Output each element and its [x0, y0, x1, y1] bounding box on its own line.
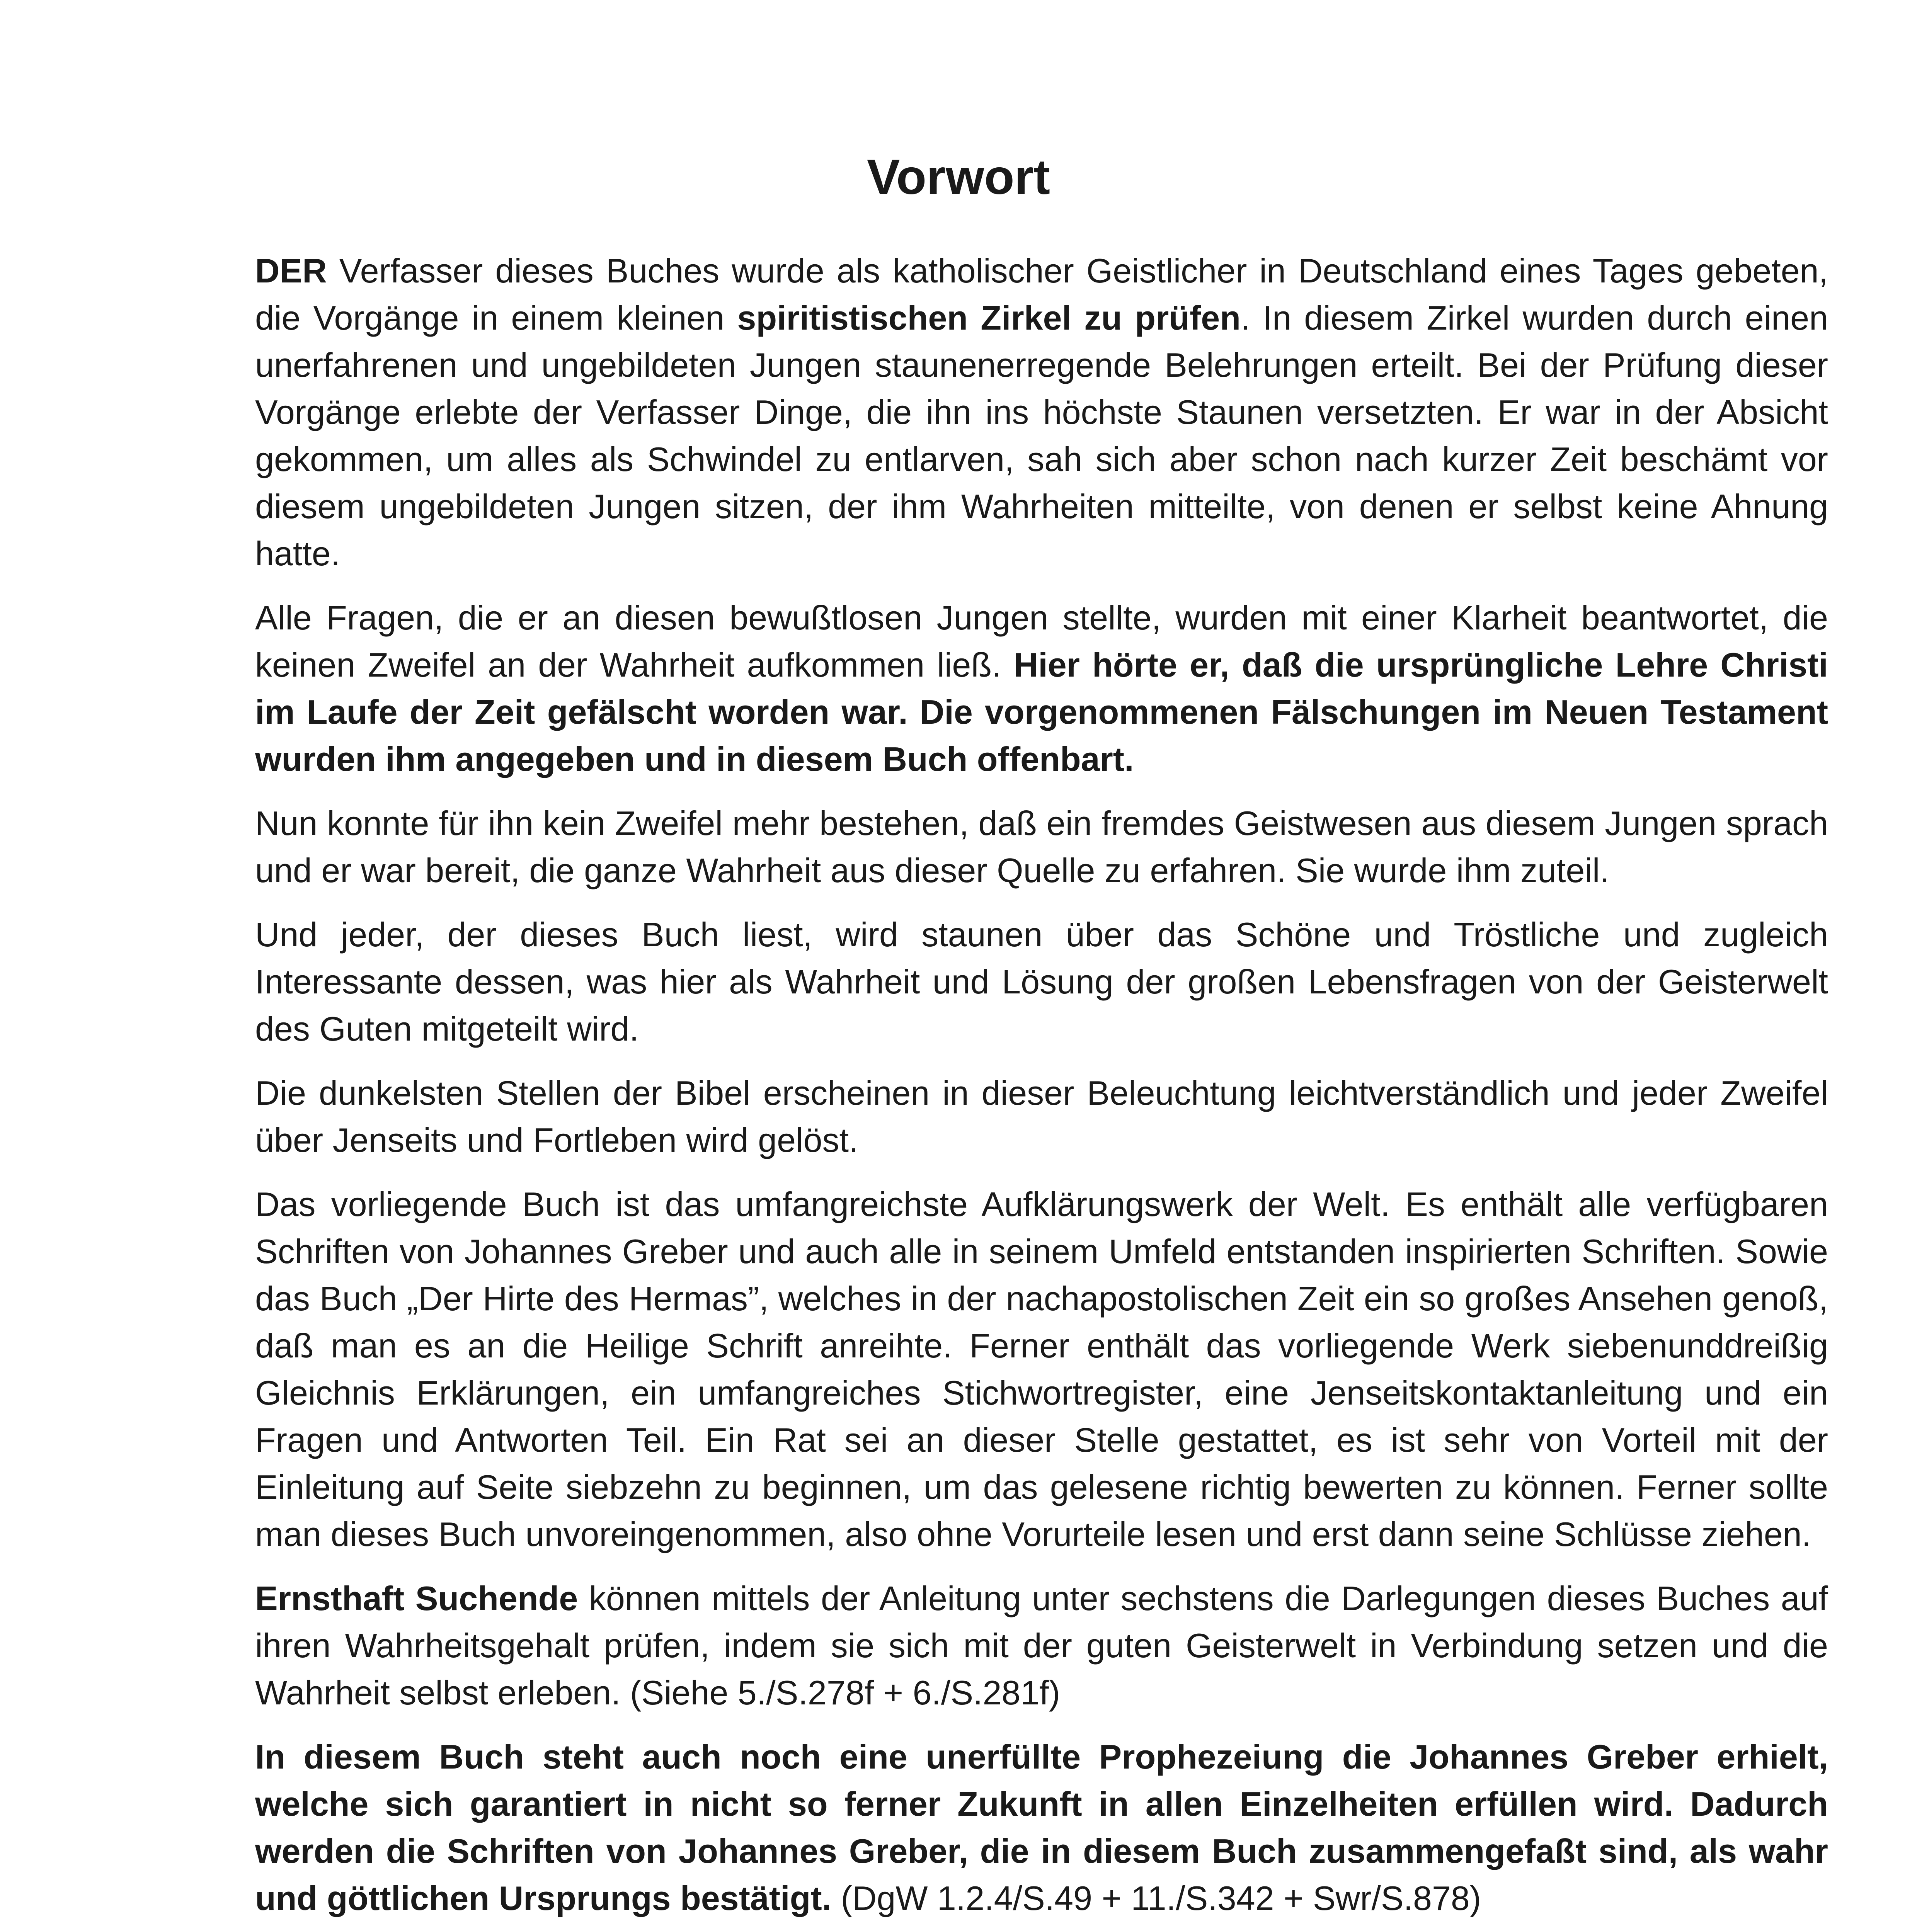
paragraph-2 — [255, 594, 1828, 783]
page-title: Vorwort — [867, 150, 1050, 205]
paragraph-3: Nun konnte für ihn kein Zweifel mehr bestehen, daß ein fremdes Geistwesen aus diesem Jungen sprach und er war bereit, die ganze Wahrheit aus dieser Quelle zu erfahren. Sie wurde ihm zuteil. — [255, 804, 1828, 889]
paragraph-1-text: Verfasser dieses Buches wurde als katholischer Geistlicher in Deutschland eines Tages gebeten, die Vorgänge in einem kleinen — [255, 252, 1828, 337]
paragraph-7-bold: Ernsthaft Suchende — [255, 1579, 578, 1617]
paragraph-5: Die dunkelsten Stellen der Bibel erscheinen in dieser Beleuchtung leichtverständlich und jeder Zweifel über Jenseits und Fortleben wird gelöst. — [255, 1074, 1828, 1159]
paragraph-2-bold: Hier hörte er, daß die ursprüngliche Lehre Christi im Laufe der Zeit gefälscht worden war. Die vorgenommenen Fälschungen im Neuen Testament wurden ihm angegeben und in diesem Buch offenbart. — [255, 646, 1828, 778]
paragraph-8-bold: In diesem Buch steht auch noch eine unerfüllte Prophezeiung die Johannes Greber erhielt, welche sich garantiert in nicht so ferner Zukunft in allen Einzelheiten erfüllen wird. Dadurch werden die Schriften von Johannes Greber, die in diesem Buch zusammengefaßt sind, als wahr und göttlichen Ursprungs bestätigt. — [255, 1738, 1828, 1917]
body-text — [255, 247, 1828, 1932]
paragraph-1-text-end: . In diesem Zirkel wurden durch einen unerfahrenen und ungebildeten Jungen staunenerregende Belehrungen erteilt. Bei der Prüfung dieser Vorgänge erlebte der Verfasser Dinge, die ihn ins höchste Staunen versetzten. Er war in der Absicht gekommen, um alles als Schwindel zu entlarven, sah sich aber schon nach kurzer Zeit beschämt vor diesem ungebildeten Jungen sitzen, der ihm Wahrheiten mitteilte, von denen er selbst keine Ahnung hatte. — [255, 299, 1828, 573]
paragraph-8-reference: (DgW 1.2.4/S.49 + 11./S.342 + Swr/S.878) — [831, 1879, 1481, 1917]
paragraph-7-text: können mittels der Anleitung unter sechstens die Darlegungen dieses Buches auf ihren Wahrheitsgehalt prüfen, indem sie sich mit der guten Geisterwelt in Verbindung setzen und die Wahrheit selbst erleben. (Siehe 5./S.278f + 6./S.281f) — [255, 1579, 1828, 1712]
paragraph-1-bold-start: DER — [255, 252, 327, 290]
paragraph-6: Das vorliegende Buch ist das umfangreichste Aufklärungswerk der Welt. Es enthält alle verfügbaren Schriften von Johannes Greber und auch alle in seinem Umfeld entstanden inspirierten Schriften. Sowie das Buch „Der Hirte des Hermas”, welches in der nachapostolischen Zeit ein so großes Ansehen genoß, daß man es an die Heilige Schrift anreihte. Ferner enthält das vorliegende Werk siebenunddreißig Gleichnis Erklärungen, ein umfangreiches Stichwortregister, eine Jenseitskontaktanleitung und ein Fragen und Antworten Teil. Ein Rat sei an dieser Stelle gestattet, es ist sehr von Vorteil mit der Einleitung auf Seite siebzehn zu beginnen, um das gelesene richtig bewerten zu können. Ferner sollte man dieses Buch unvoreingenommen, also ohne Vorurteile lesen und erst dann seine Schlüsse ziehen. — [255, 1185, 1828, 1553]
paragraph-1 — [255, 247, 1828, 577]
paragraph-4: Und jeder, der dieses Buch liest, wird staunen über das Schöne und Tröstliche und zugleich Interessante dessen, was hier als Wahrheit und Lösung der großen Lebensfragen von der Geisterwelt des Guten mitgeteilt wird. — [255, 915, 1828, 1048]
paragraph-7 — [255, 1575, 1828, 1716]
paragraph-8 — [255, 1733, 1828, 1922]
paragraph-1-bold: spiritistischen Zirkel zu prüfen — [737, 299, 1241, 337]
paragraph-2-text: Alle Fragen, die er an diesen bewußtlosen Jungen stellte, wurden mit einer Klarheit beantwortet, die keinen Zweifel an der Wahrheit aufkommen ließ. — [255, 599, 1828, 684]
